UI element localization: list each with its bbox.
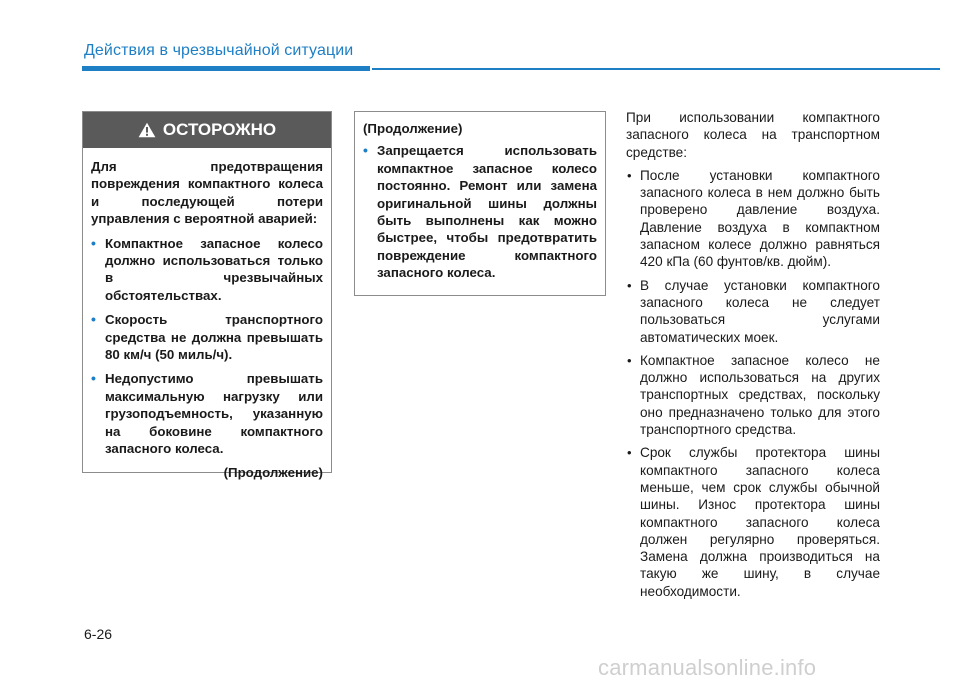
continuation-box [354, 111, 606, 296]
warning-bullet: • Недопустимо превышать максимальную нагрузку или грузоподъемность, указанную на боковине компактного запасного колеса. [91, 370, 323, 457]
page-number: 6-26 [84, 626, 113, 642]
warning-triangle-icon [138, 122, 156, 138]
header-rule-thick [82, 66, 370, 71]
bullet-dot-icon: • [627, 352, 632, 368]
warning-bullet: • Компактное запасное колесо должно использоваться только в чрезвычайных обстоятельствах. [91, 234, 323, 303]
bullet-dot-icon: • [627, 167, 632, 183]
right-bullet: • В случае установки компактного запасного колеса не следует пользоваться услугами автоматических моек. [627, 277, 880, 345]
right-column-text [626, 109, 880, 600]
bullet-dot-icon: • [363, 142, 368, 159]
section-title: Действия в чрезвычайной ситуации [84, 42, 354, 59]
bullet-dot-icon: • [627, 445, 632, 461]
continuation-heading: (Продолжение) [363, 121, 463, 136]
bullet-dot-icon: • [91, 311, 96, 328]
watermark: carmanualsonline.info [598, 655, 817, 680]
warning-header [83, 112, 331, 148]
continued-label: (Продолжение) [223, 464, 323, 480]
bullet-dot-icon: • [91, 370, 96, 387]
right-intro: При использовании компактного запасного колеса на транспортном средстве: [626, 110, 880, 160]
header-rule-thin [372, 68, 940, 70]
warning-bullet: • Скорость транспортного средства не должна превышать 80 км/ч (50 миль/ч). [91, 311, 323, 363]
warning-intro: Для предотвращения повреждения компактного колеса и последующей потери управления с вероятной аварией: [91, 159, 323, 227]
bullet-dot-icon: • [91, 234, 96, 251]
warning-box [82, 111, 332, 480]
warning-title: ОСТОРОЖНО [162, 120, 277, 139]
right-bullet: • После установки компактного запасного колеса в нем должно быть проверено давление воздуха. Давление воздуха в компактном запасном колесе должно равняться 420 кПа (60 фунтов/кв. дюйм). [627, 167, 880, 270]
bullet-dot-icon: • [627, 277, 632, 293]
right-bullet: • Срок службы протектора шины компактного запасного колеса меньше, чем срок службы обычной шины. Износ протектора шины компактного запасного колеса должен регулярно проверяться. Замена должна производиться на такую же шину, в случае необходимости. [627, 445, 880, 599]
warning-body [83, 148, 331, 481]
right-bullet: • Компактное запасное колесо не должно использоваться на других транспортных средствах, поскольку оно предназначено только для этого транспортного средства. [627, 352, 880, 438]
continuation-bullet: • Запрещается использовать компактное запасное колесо постоянно. Ремонт или замена оригинальной шины должны быть выполнены как можно быстрее, чтобы предотвратить повреждение компактного запасного колеса. [363, 142, 597, 281]
